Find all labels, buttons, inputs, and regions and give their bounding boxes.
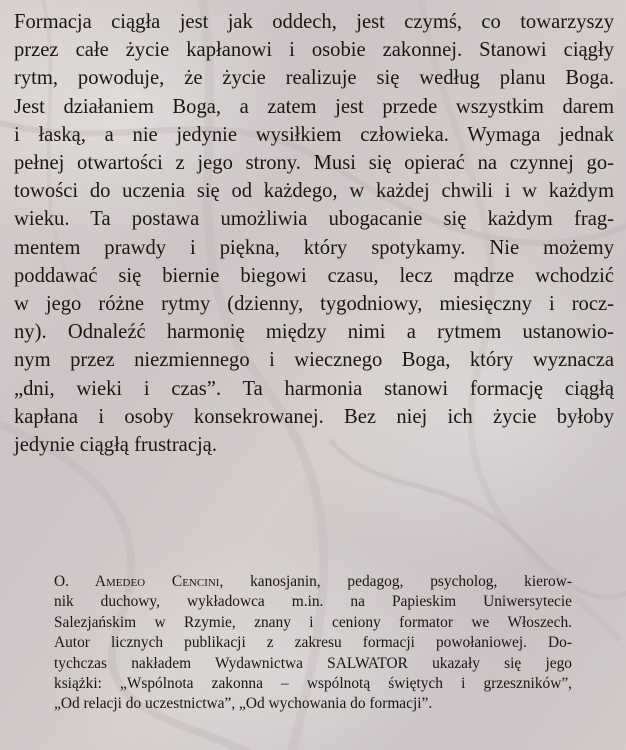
main-text-line: rytm, powoduje, że życie realizuje się według planu Boga.	[14, 67, 614, 90]
main-text-line: Jest działaniem Boga, a zatem jest przede wszystkim darem	[14, 95, 614, 118]
bio-line-rest: , kanosjanin, pedagog, psycholog, kierow-	[219, 573, 572, 590]
main-text-line: Formacja ciągła jest jak oddech, jest czymś, co towarzyszy	[14, 11, 614, 33]
main-text-line: wieku. Ta postawa umożliwia ubogacanie się każdym frag-	[14, 208, 614, 231]
bio-line: Salezjańskim w Rzymie, znany i ceniony formator we Włoszech.	[54, 613, 572, 631]
main-text-line: mentem prawdy i piękna, który spotykamy. Nie możemy	[14, 236, 614, 259]
main-paragraph	[14, 8, 614, 459]
bio-line: nik duchowy, wykładowca m.in. na Papieskim Uniwersytecie	[54, 593, 572, 611]
author-name: O. Amedeo Cencini	[54, 573, 220, 590]
main-text-line: kapłana i osoby konsekrowanej. Bez niej ich życie byłoby	[14, 405, 614, 428]
main-text-line: ny). Odnaleźć harmonię między nimi a rytmem ustanowio-	[14, 321, 614, 344]
main-text-line: „dni, wieki i czas”. Ta harmonia stanowi formację ciągłą	[14, 377, 614, 400]
main-text-line: pełnej otwartości z jego strony. Musi się opierać na czynnej go-	[14, 152, 614, 175]
bio-line	[54, 572, 572, 592]
main-text-line: i łaską, a nie jedynie wysiłkiem człowieka. Wymaga jednak	[14, 123, 614, 146]
bio-line: „Od relacji do uczestnictwa”, „Od wychowania do formacji”.	[54, 695, 433, 713]
main-text-line: w jego różne rytmy (dzienny, tygodniowy, miesięczny i rocz-	[14, 293, 614, 316]
author-bio	[54, 572, 572, 715]
main-text-line: nym przez niezmiennego i wiecznego Boga, który wyznacza	[14, 349, 614, 372]
main-text-line: towości do uczenia się od każdego, w każdej chwili i w każdym	[14, 180, 614, 203]
main-text-line: poddawać się biernie biegowi czasu, lecz mądrze wchodzić	[14, 264, 614, 287]
main-text-line: jedynie ciągłą frustracją.	[14, 434, 217, 457]
bio-line: książki: „Wspólnota zakonna – wspólnotą świętych i grzeszników”,	[54, 675, 572, 693]
bio-line: tychczas nakładem Wydawnictwa SALWATOR ukazały się jego	[54, 654, 572, 672]
bio-line: Autor licznych publikacji z zakresu formacji powołaniowej. Do-	[54, 634, 572, 652]
main-text-line: przez całe życie kapłanowi i osobie zakonnej. Stanowi ciągły	[14, 39, 614, 62]
